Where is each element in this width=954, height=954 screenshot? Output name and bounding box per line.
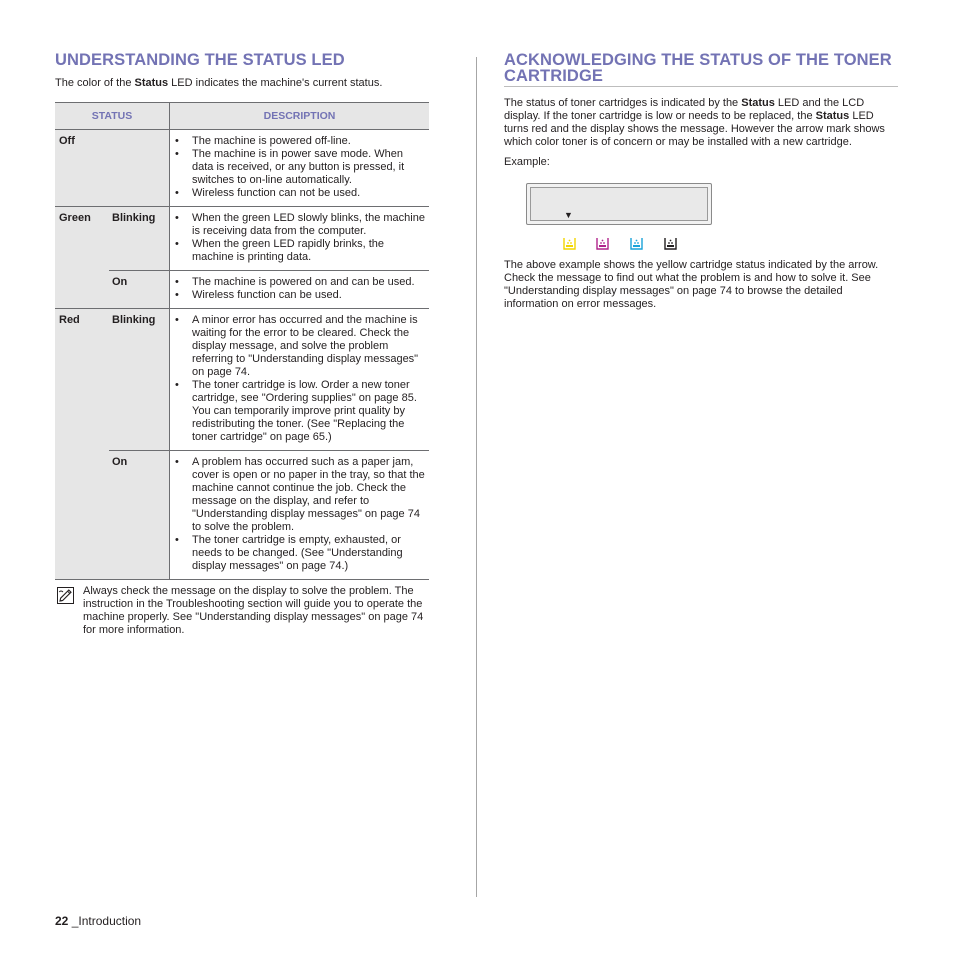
page-number: 22: [55, 914, 69, 928]
description-cell: [170, 130, 430, 207]
mode-cell: Blinking: [109, 309, 170, 451]
note-pencil-icon: [57, 587, 74, 604]
status-led-intro: The color of the Status LED indicates the machine's current status.: [55, 77, 383, 89]
note-text: Always check the message on the display to solve the problem. The instruction in the Troubleshooting section will guide you to operate the machine properly. See "Understanding display messages" on page 74 for more information.: [83, 585, 424, 636]
status-cell: Red: [55, 309, 109, 580]
black-toner-icon: [664, 237, 677, 250]
description-cell: [170, 309, 430, 451]
description-cell: [170, 207, 430, 271]
list-item: • Wireless function can not be used.: [170, 187, 425, 200]
yellow-toner-icon: [563, 237, 576, 250]
toner-status-heading: ACKNOWLEDGING THE STATUS OF THE TONER CARTRIDGE: [504, 52, 898, 87]
toner-status-paragraph: The status of toner cartridges is indicated by the Status LED and the LCD display. If the toner cartridge is low or needs to be replaced, the Status LED turns red and the display shows the message. However the arrow mark shows which color toner is of concern or may be installed with a new cartridge.: [504, 97, 885, 148]
footer-section: _Introduction: [71, 914, 142, 928]
page-footer: [55, 914, 141, 928]
list-item: • When the green LED slowly blinks, the machine is receiving data from the computer.: [170, 212, 425, 238]
list-item: • When the green LED rapidly brinks, the machine is printing data.: [170, 238, 425, 264]
mode-cell: On: [109, 271, 170, 309]
list-item: • A problem has occurred such as a paper jam, cover is open or no paper in the tray, so that the machine cannot continue the job. Check the message on the display, and refer to "Understanding display messages" on page 74 to solve the problem.: [170, 456, 425, 534]
header-description: DESCRIPTION: [170, 103, 430, 130]
lcd-display: [526, 183, 712, 225]
list-item: • Wireless function can be used.: [170, 289, 425, 302]
list-item: • The toner cartridge is empty, exhausted, or needs to be changed. (See "Understanding display messages" on page 74.): [170, 534, 425, 573]
status-led-table: [55, 102, 429, 580]
list-item: • The machine is in power save mode. When data is received, or any button is pressed, it switches to on-line automatically.: [170, 148, 425, 187]
status-led-heading: UNDERSTANDING THE STATUS LED: [55, 51, 345, 69]
table-header-row: [55, 103, 429, 130]
toner-icons-row: [563, 237, 898, 251]
column-divider: [476, 57, 477, 897]
magenta-toner-icon: [596, 237, 609, 250]
status-cell: Off: [55, 130, 170, 207]
note-block: [55, 585, 429, 637]
list-item: • The toner cartridge is low. Order a new toner cartridge, see "Ordering supplies" on page 85. You can temporarily improve print quality by redistributing the toner. (See "Replacing the toner cartridge" on page 65.): [170, 379, 425, 444]
description-cell: [170, 451, 430, 580]
mode-cell: On: [109, 451, 170, 580]
table-row: [55, 207, 429, 271]
list-item: • The machine is powered on and can be used.: [170, 276, 425, 289]
table-row: [55, 309, 429, 451]
status-cell: Green: [55, 207, 109, 309]
table-row: [55, 130, 429, 207]
header-status: STATUS: [55, 103, 170, 130]
lcd-screen: [530, 187, 708, 221]
toner-example-explanation: The above example shows the yellow cartridge status indicated by the arrow. Check the message to find out what the problem is and how to solve it. See "Understanding display messages" on page 74 to browse the detailed information on error messages.: [504, 259, 879, 310]
table-row: [55, 451, 429, 580]
list-item: • The machine is powered off-line.: [170, 135, 425, 148]
right-column: [504, 52, 898, 311]
example-label: Example:: [504, 156, 550, 168]
list-item: • A minor error has occurred and the machine is waiting for the error to be cleared. Check the display message, and solve the problem referring to "Understanding display messages" on page 74.: [170, 314, 425, 379]
left-column: [55, 52, 429, 637]
description-cell: [170, 271, 430, 309]
table-row: [55, 271, 429, 309]
lcd-arrow-indicator: ▼: [564, 210, 573, 220]
cyan-toner-icon: [630, 237, 643, 250]
mode-cell: Blinking: [109, 207, 170, 271]
